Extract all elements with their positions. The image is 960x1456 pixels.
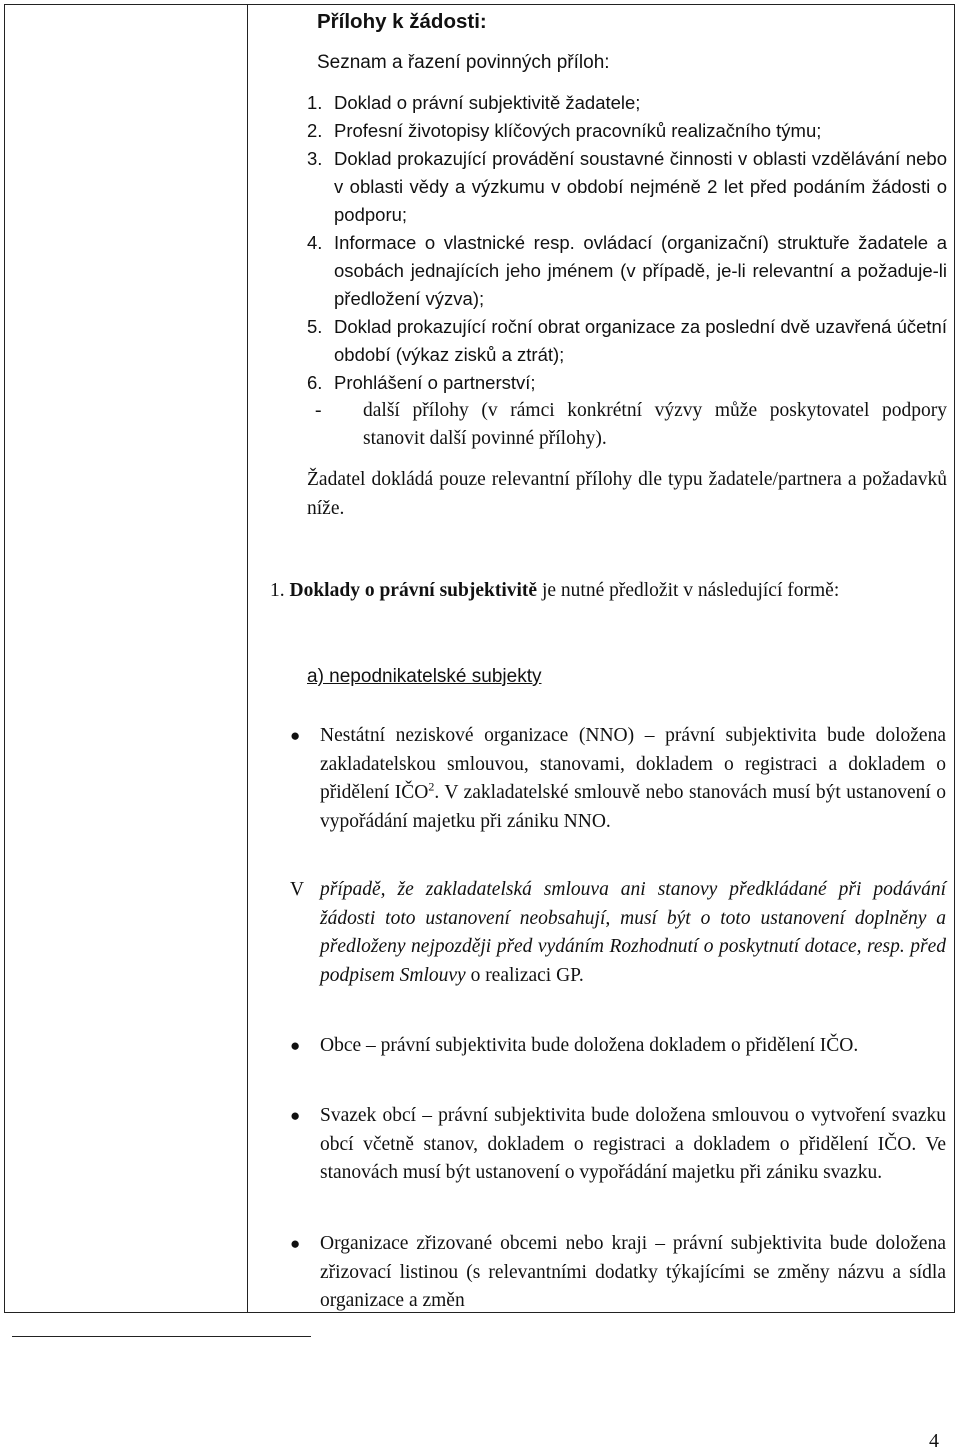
list-item-text: Doklad prokazující roční obrat organizace za poslední dvě uzavřená účetní období (výkaz zisků a ztrát); [334,316,947,365]
list-item [307,369,947,397]
list-item-text: další přílohy (v rámci konkrétní výzvy může poskytovatel podpory stanovit další povinné přílohy). [363,400,947,449]
subheading-nonbusiness: a) nepodnikatelské subjekty [307,666,542,687]
page-number: 4 [929,1430,939,1452]
list-item-text: Doklad prokazující provádění soustavné činnosti v oblasti vzdělávání nebo v oblasti vědy a výzkumu v období nejméně 2 let před podáním žádosti o podporu; [334,148,947,225]
section-1-paragraph [270,577,946,606]
italic-note-lead: V [290,879,305,900]
section-text: je nutné předložit v následující formě: [541,580,840,601]
bullet-text-obce: Obce – právní subjektivita bude doložena dokladem o přidělení IČO. [320,1035,859,1056]
footnote-marker: 2 [428,779,435,794]
italic-note-text: případě, že zakladatelská smlouva ani stanovy předkládané při podávání žádosti toto ustanovení neobsahují, musí být o toto ustanovení doplněny a předloženy nejpozději před vydáním Rozhodnutí o poskytnutí dotace, resp. před podpisem Smlouvy [320,879,946,986]
bullet-icon: ● [290,1106,301,1125]
list-item [307,89,947,117]
list-item-dash [307,397,947,453]
relevance-note: Žadatel dokládá pouze relevantní přílohy dle typu žadatele/partnera a požadavků níže. [307,469,947,519]
attachments-intro: Seznam a řazení povinných příloh: [317,52,610,73]
italic-note-plain: o realizaci GP. [470,964,584,986]
attachments-heading: Přílohy k žádosti: [317,10,487,33]
list-item-text: Profesní životopisy klíčových pracovníků realizačního týmu; [334,120,822,141]
section-number: 1. [270,580,285,601]
list-item-number: 3. [307,148,323,169]
bullet-text-svazek: Svazek obcí – právní subjektivita bude doložena smlouvou o vytvoření svazku obcí včetně stanov, dokladem o registraci a dokladem o přidělení IČO. Ve stanovách musí být ustanovení o vypořádání majetku při zániku svazku. [320,1105,946,1183]
list-item [307,313,947,369]
section-bold-title: Doklady o právní subjektivitě [289,580,538,601]
bullet-text-nno: Nestátní neziskové organizace (NNO) – právní subjektivita bude doložena zakladatelskou smlouvou, stanovami, dokladem o registraci a dokladem o přidělení IČO [320,725,946,803]
list-item [307,229,947,313]
bullet-icon: ● [290,726,301,745]
attachments-list [307,89,947,453]
bullet-text-organizace: Organizace zřizované obcemi nebo kraji – právní subjektivita bude doložena zřizovací listinou (s relevantními dodatky týkajícími se změny názvu a sídla organizace a změn [320,1233,946,1311]
list-item-number: 5. [307,316,323,337]
table-left-column [5,5,248,1312]
bullet-nno [290,722,946,836]
list-item [307,145,947,229]
dash-marker: - [315,400,322,421]
bullet-text-nno-rest: . V zakladatelské smlouvě nebo stanovách musí být ustanovení o vypořádání majetku při zániku NNO. [320,782,946,832]
italic-note-paragraph [290,876,946,990]
list-item-number: 4. [307,232,323,253]
list-item-text: Informace o vlastnické resp. ovládací (organizační) struktuře žadatele a osobách jednajících jeho jménem (v případě, je-li relevantní a požaduje-li předložení výzva); [334,232,947,309]
bullet-organizace [290,1230,946,1316]
bullet-icon: ● [290,1234,301,1253]
list-item-text: Doklad o právní subjektivitě žadatele; [334,92,641,113]
list-item-number: 2. [307,120,323,141]
bullet-svazek [290,1102,946,1188]
footnote-separator [12,1336,311,1337]
list-item-number: 6. [307,372,323,393]
list-item-number: 1. [307,92,323,113]
list-item [307,117,947,145]
list-item-text: Prohlášení o partnerství; [334,372,536,393]
bullet-icon: ● [290,1036,301,1055]
bullet-obce [290,1032,946,1061]
